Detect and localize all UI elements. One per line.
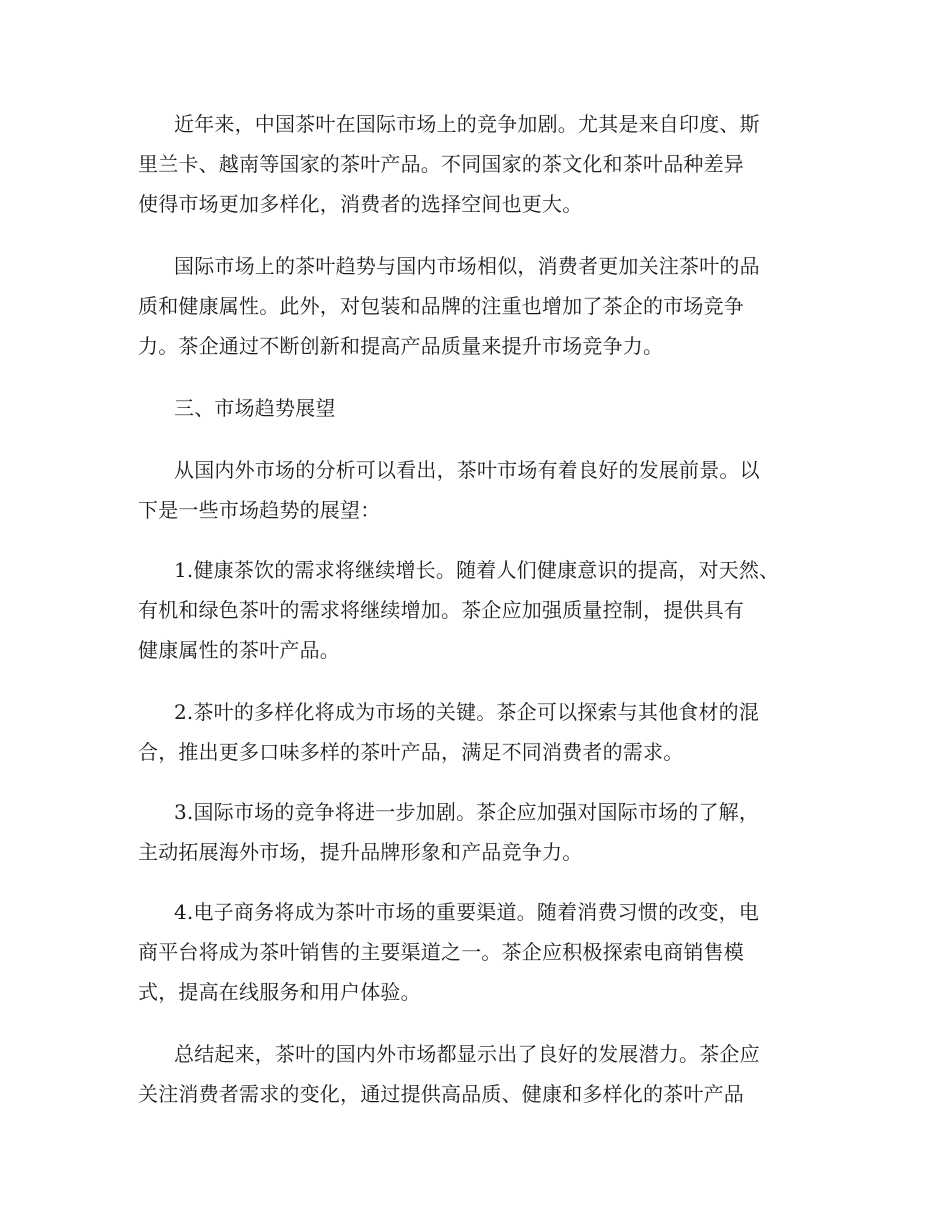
list-item-1-line-3: 健康属性的茶叶产品。 xyxy=(138,638,340,662)
paragraph-2-line-1: 国际市场上的茶叶趋势与国内市场相似，消费者更加关注茶叶的品 xyxy=(174,254,760,278)
list-item-3-line-1: 3.国际市场的竞争将进一步加剧。茶企应加强对国际市场的了解， xyxy=(174,800,760,824)
paragraph-2-line-3: 力。茶企通过不断创新和提高产品质量来提升市场竞争力。 xyxy=(138,334,664,358)
list-item-2-line-2: 合，推出更多口味多样的茶叶产品，满足不同消费者的需求。 xyxy=(138,740,684,764)
list-item-4-line-3: 式，提高在线服务和用户体验。 xyxy=(138,980,421,1004)
list-item-4-line-1: 4.电子商务将成为茶叶市场的重要渠道。随着消费习惯的改变，电 xyxy=(174,900,760,924)
list-item-3-line-2: 主动拓展海外市场，提升品牌形象和产品竞争力。 xyxy=(138,840,583,864)
paragraph-1-line-3: 使得市场更加多样化，消费者的选择空间也更大。 xyxy=(138,192,583,216)
list-item-4-line-2: 商平台将成为茶叶销售的主要渠道之一。茶企应积极探索电商销售模 xyxy=(138,940,744,964)
list-item-1-line-1: 1.健康茶饮的需求将继续增长。随着人们健康意识的提高，对天然、 xyxy=(174,558,780,582)
summary-line-2: 关注消费者需求的变化，通过提供高品质、健康和多样化的茶叶产品 xyxy=(138,1082,744,1106)
paragraph-4-line-1: 从国内外市场的分析可以看出，茶叶市场有着良好的发展前景。以 xyxy=(174,458,760,482)
paragraph-1-line-2: 里兰卡、越南等国家的茶叶产品。不同国家的茶文化和茶叶品种差异 xyxy=(138,152,744,176)
summary-line-1: 总结起来，茶叶的国内外市场都显示出了良好的发展潜力。茶企应 xyxy=(174,1042,760,1066)
paragraph-4-line-2: 下是一些市场趋势的展望： xyxy=(138,498,381,522)
list-item-1-line-2: 有机和绿色茶叶的需求将继续增加。茶企应加强质量控制，提供具有 xyxy=(138,598,744,622)
section-heading: 三、市场趋势展望 xyxy=(174,396,336,420)
paragraph-2-line-2: 质和健康属性。此外，对包装和品牌的注重也增加了茶企的市场竞争 xyxy=(138,294,744,318)
list-item-2-line-1: 2.茶叶的多样化将成为市场的关键。茶企可以探索与其他食材的混 xyxy=(174,700,760,724)
paragraph-1-line-1: 近年来，中国茶叶在国际市场上的竞争加剧。尤其是来自印度、斯 xyxy=(174,112,760,136)
